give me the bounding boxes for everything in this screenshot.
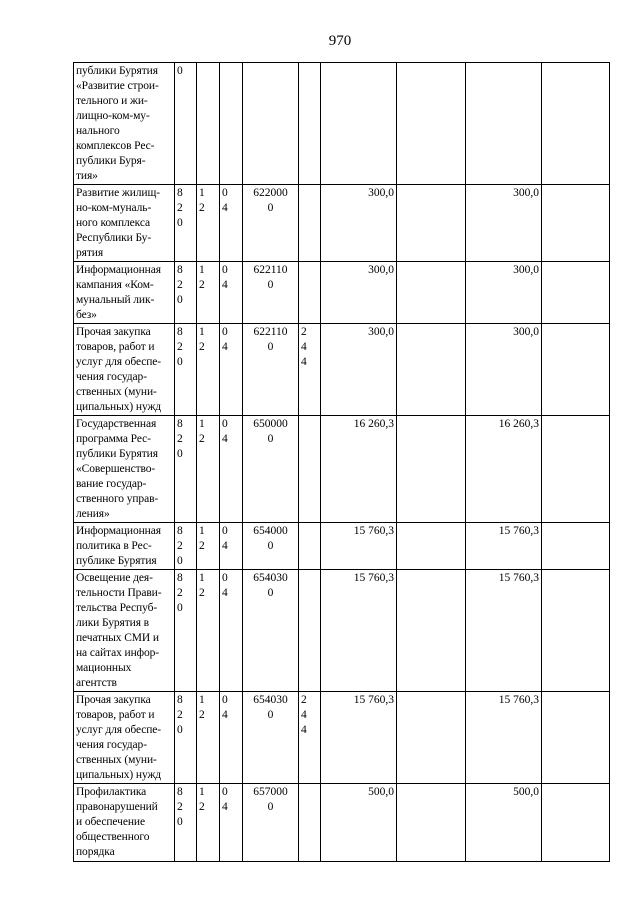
cell-rz: 1 2 [197,262,220,324]
cell-rz [197,63,220,185]
cell-pr: 0 4 [220,570,243,692]
cell-csr: 657000 0 [243,784,299,862]
row-name: Государственная программа Рес- публики Бурятия «Совершенство- вание государ- ственного управ- ления» [74,416,175,523]
cell-csr: 654030 0 [243,692,299,784]
cell-amount-3 [466,63,542,185]
table-row [74,523,610,570]
cell-ved: 0 [175,63,197,185]
cell-amount: 15 760,3 [321,570,397,692]
cell-rz: 1 2 [197,324,220,416]
cell-rz: 1 2 [197,692,220,784]
row-name: Профилактика правонарушений и обеспечение общественного порядка [74,784,175,862]
row-name: Прочая закупка товаров, работ и услуг для обеспе- чения государ- ственных (муни- ципальных) нужд [74,324,175,416]
cell-blank [542,262,610,324]
cell-amount: 500,0 [321,784,397,862]
cell-rz: 1 2 [197,570,220,692]
cell-amount: 15 760,3 [321,523,397,570]
cell-blank [542,523,610,570]
table-row [74,262,610,324]
cell-blank [542,416,610,523]
row-name: Освещение дея- тельности Прави- тельства Респуб- лики Бурятия в печатных СМИ и на сайтах инфор- мационных агентств [74,570,175,692]
cell-pr: 0 4 [220,784,243,862]
cell-csr: 622000 0 [243,185,299,262]
cell-amount: 15 760,3 [321,692,397,784]
row-name: публики Бурятия «Развитие строи- тельного и жи- лищно-ком-му- нального комплексов Рес- публики Буря- тия» [74,63,175,185]
cell-csr: 622110 0 [243,262,299,324]
cell-blank [542,185,610,262]
cell-amount-3: 15 760,3 [466,692,542,784]
cell-amount: 300,0 [321,262,397,324]
cell-blank [542,784,610,862]
cell-pr: 0 4 [220,324,243,416]
budget-table [73,62,610,862]
cell-vr [299,523,321,570]
cell-vr [299,262,321,324]
cell-amount-2 [397,185,466,262]
cell-pr: 0 4 [220,185,243,262]
cell-vr [299,784,321,862]
cell-rz: 1 2 [197,416,220,523]
cell-vr [299,416,321,523]
cell-rz: 1 2 [197,784,220,862]
row-name: Прочая закупка товаров, работ и услуг для обеспе- чения государ- ственных (муни- ципальных) нужд [74,692,175,784]
cell-ved: 8 2 0 [175,692,197,784]
cell-csr: 654030 0 [243,570,299,692]
cell-ved: 8 2 0 [175,324,197,416]
cell-amount [321,63,397,185]
cell-csr: 622110 0 [243,324,299,416]
cell-amount-3: 15 760,3 [466,523,542,570]
table-row [74,185,610,262]
cell-pr: 0 4 [220,692,243,784]
cell-rz: 1 2 [197,185,220,262]
cell-pr: 0 4 [220,416,243,523]
cell-amount-3: 500,0 [466,784,542,862]
table-row [74,63,610,185]
row-name: Информационная политика в Рес- публике Бурятия [74,523,175,570]
cell-rz: 1 2 [197,523,220,570]
cell-amount-3: 16 260,3 [466,416,542,523]
row-name: Информационная кампания «Ком- мунальный лик- без» [74,262,175,324]
table-row [74,324,610,416]
table-row [74,416,610,523]
cell-ved: 8 2 0 [175,523,197,570]
cell-amount: 16 260,3 [321,416,397,523]
cell-amount-2 [397,63,466,185]
cell-amount: 300,0 [321,185,397,262]
cell-pr [220,63,243,185]
cell-blank [542,692,610,784]
cell-ved: 8 2 0 [175,570,197,692]
cell-vr: 2 4 4 [299,692,321,784]
cell-vr: 2 4 4 [299,324,321,416]
cell-ved: 8 2 0 [175,185,197,262]
cell-amount-3: 300,0 [466,262,542,324]
cell-blank [542,570,610,692]
cell-amount-2 [397,262,466,324]
cell-blank [542,324,610,416]
cell-amount-2 [397,784,466,862]
cell-amount-3: 15 760,3 [466,570,542,692]
cell-amount-2 [397,523,466,570]
table-row [74,570,610,692]
cell-amount-2 [397,324,466,416]
cell-ved: 8 2 0 [175,262,197,324]
row-name: Развитие жилищ- но-ком-муналь- ного комплекса Республики Бу- рятия [74,185,175,262]
cell-pr: 0 4 [220,262,243,324]
cell-amount-2 [397,416,466,523]
table-row [74,692,610,784]
cell-vr [299,570,321,692]
cell-pr: 0 4 [220,523,243,570]
cell-csr: 650000 0 [243,416,299,523]
cell-amount-3: 300,0 [466,324,542,416]
cell-amount-3: 300,0 [466,185,542,262]
table-row [74,784,610,862]
cell-ved: 8 2 0 [175,784,197,862]
page-number: 970 [328,33,352,49]
cell-ved: 8 2 0 [175,416,197,523]
cell-amount: 300,0 [321,324,397,416]
cell-vr [299,63,321,185]
cell-amount-2 [397,692,466,784]
cell-amount-2 [397,570,466,692]
cell-vr [299,185,321,262]
cell-csr: 654000 0 [243,523,299,570]
cell-csr [243,63,299,185]
cell-blank [542,63,610,185]
